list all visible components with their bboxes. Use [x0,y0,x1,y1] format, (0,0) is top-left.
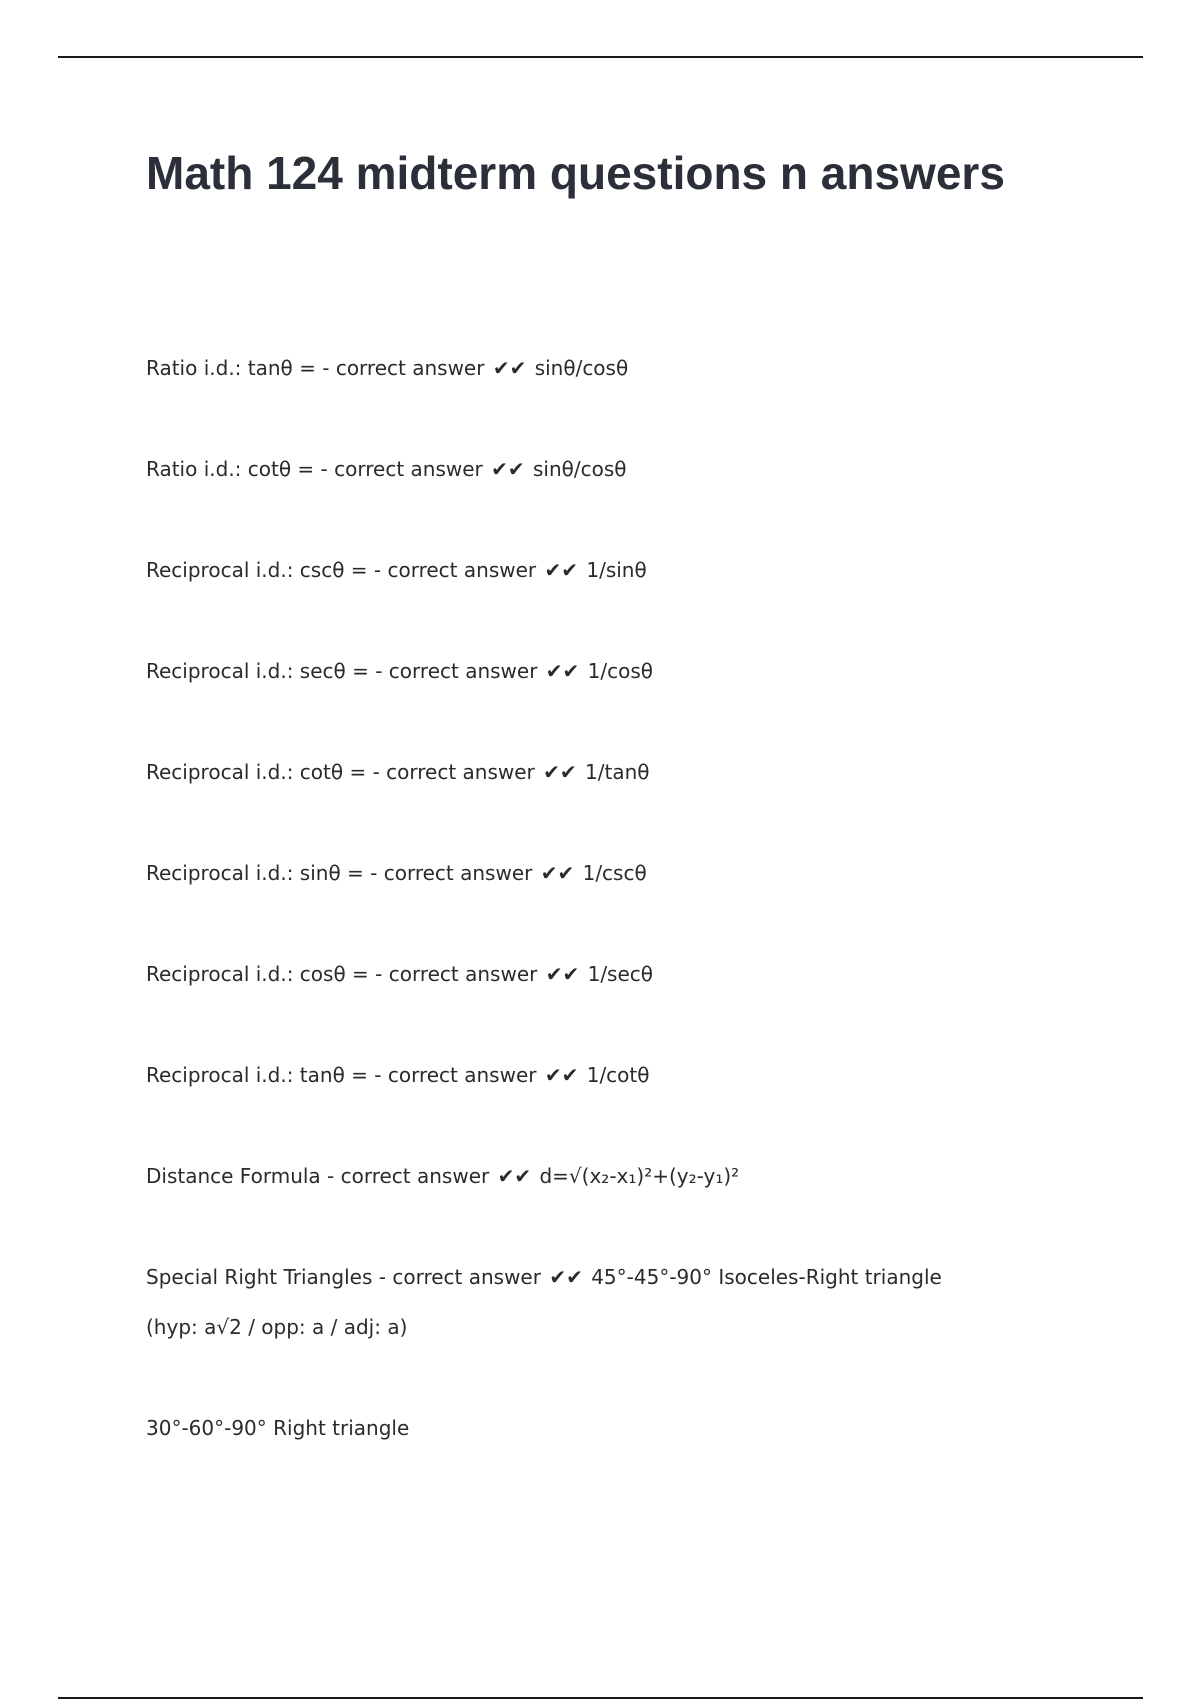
qa-item [146,1163,1106,1189]
question-text: Distance Formula - correct answer [146,1164,490,1188]
check-mark-icon: ✔✔ [540,861,575,885]
question-text: Special Right Triangles - correct answer [146,1265,541,1289]
answer-text: 1/cscθ [582,861,647,885]
question-text: Ratio i.d.: tanθ = - correct answer [146,356,485,380]
answer-text: 45°-45°-90° Isoceles-Right triangle [591,1265,942,1289]
check-mark-icon: ✔✔ [544,558,578,582]
check-mark-icon: ✔✔ [492,356,527,380]
qa-item [146,1062,1106,1088]
qa-item [146,961,1106,987]
qa-item [146,557,1106,583]
qa-item [146,759,1106,785]
answer-text: d=√(x₂-x₁)²+(y₂-y₁)² [539,1164,740,1188]
question-text: Reciprocal i.d.: tanθ = - correct answer [146,1063,537,1087]
question-text: Reciprocal i.d.: cosθ = - correct answer [146,962,538,986]
check-mark-icon: ✔✔ [543,760,577,784]
qa-item [146,456,1106,482]
answer-text: sinθ/cosθ [532,457,627,481]
check-mark-icon: ✔✔ [545,962,580,986]
check-mark-icon: ✔✔ [545,659,580,683]
top-rule [58,56,1143,58]
question-text: Ratio i.d.: cotθ = - correct answer [146,457,483,481]
qa-item [146,355,1106,381]
answer-text: 1/secθ [587,962,654,986]
answer-text: 1/cosθ [587,659,654,683]
qa-list [146,355,1106,1516]
check-mark-icon: ✔✔ [549,1265,583,1289]
qa-item [146,1264,1106,1340]
question-text: Reciprocal i.d.: cotθ = - correct answer [146,760,535,784]
document-title: Math 124 midterm questions n answers [146,147,1005,199]
qa-item [146,658,1106,684]
answer-text: 1/cotθ [586,1063,650,1087]
question-text: Reciprocal i.d.: secθ = - correct answer [146,659,538,683]
check-mark-icon: ✔✔ [491,457,525,481]
answer-text: sinθ/cosθ [534,356,629,380]
question-text: Reciprocal i.d.: cscθ = - correct answer [146,558,537,582]
question-text: Reciprocal i.d.: sinθ = - correct answer [146,861,533,885]
check-mark-icon: ✔✔ [497,1164,532,1188]
bottom-rule [58,1697,1143,1699]
answer-text: 1/tanθ [585,760,650,784]
answer-continuation-text: (hyp: a√2 / opp: a / adj: a) [146,1315,408,1339]
check-mark-icon: ✔✔ [544,1063,579,1087]
answer-text: 1/sinθ [586,558,647,582]
qa-item [146,860,1106,886]
trailing-text: 30°-60°-90° Right triangle [146,1416,410,1440]
